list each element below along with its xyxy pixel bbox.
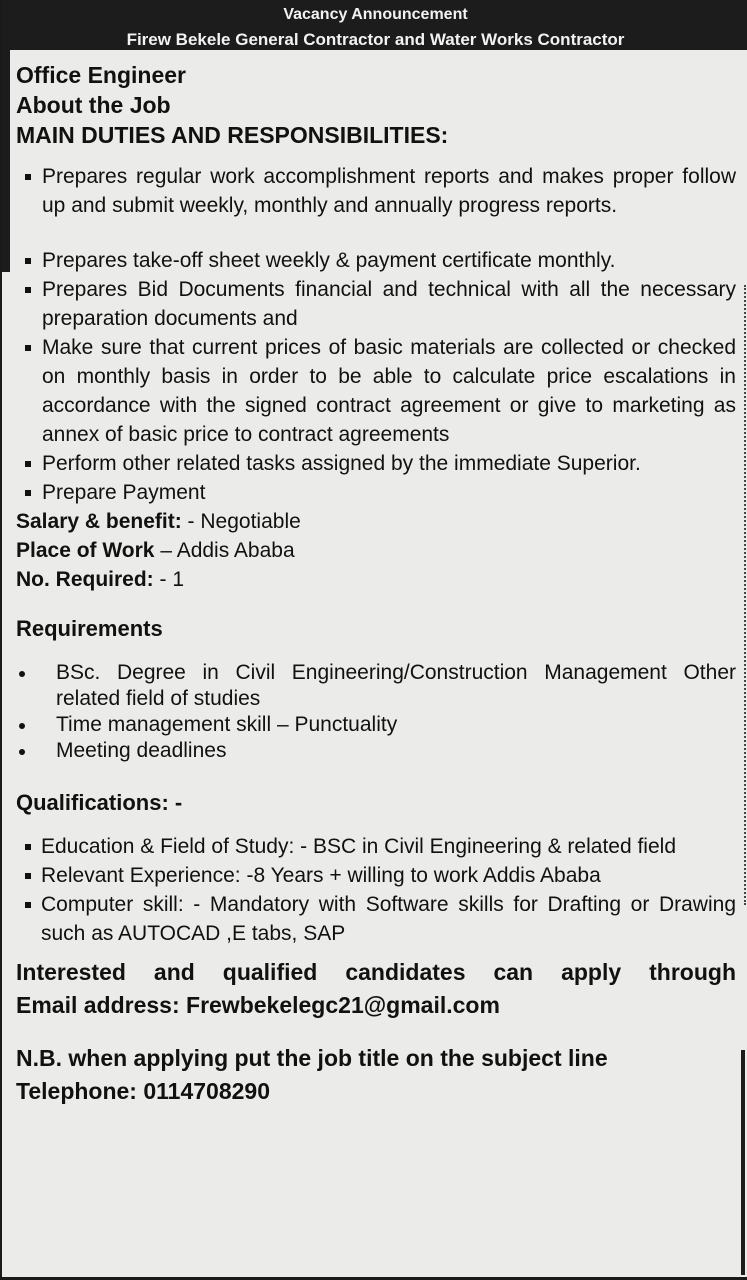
announcement-header <box>2 0 747 50</box>
salary-label: Salary & benefit: <box>16 510 182 533</box>
apply-block <box>16 956 736 1108</box>
company-name: Firew Bekele General Contractor and Water Works Contractor <box>126 30 625 49</box>
announcement-body <box>16 60 736 1108</box>
right-edge-bar <box>741 1050 745 1275</box>
right-dotted-border <box>744 285 746 905</box>
qualification-item: Education & Field of Study: - BSC in Civil Engineering & related field <box>16 832 736 861</box>
place-label: Place of Work <box>16 539 155 562</box>
qualification-item: Relevant Experience: -8 Years + willing to work Addis Ababa <box>16 861 736 890</box>
qualifications-heading: Qualifications: - <box>16 790 183 815</box>
requirements-list <box>16 660 736 764</box>
salary-value: - Negotiable <box>181 510 301 533</box>
place-value: – Addis Ababa <box>154 539 295 562</box>
duty-item: Prepare Payment <box>16 478 736 507</box>
email-line[interactable]: Email address: Frewbekelegc21@gmail.com <box>16 992 500 1018</box>
requirements-heading: Requirements <box>16 616 163 641</box>
qualifications-list <box>16 832 736 948</box>
apply-instruction: Interested and qualified candidates can apply through <box>16 959 736 985</box>
salary-line <box>16 507 736 536</box>
job-title: Office Engineer <box>16 62 186 88</box>
required-value: - 1 <box>153 568 185 591</box>
duty-item: Prepares take-off sheet weekly & payment certificate monthly. <box>16 246 736 275</box>
duty-item: Prepares Bid Documents financial and technical with all the necessary preparation documents and <box>16 275 736 333</box>
qualification-item: Computer skill: - Mandatory with Software skills for Drafting or Drawing such as AUTOCAD ,E tabs, SAP <box>16 890 736 948</box>
requirement-item: BSc. Degree in Civil Engineering/Construction Management Other related field of studies <box>16 660 736 712</box>
duty-item: Make sure that current prices of basic materials are collected or checked on monthly basis in order to be able to calculate price escalations in accordance with the signed contract agreement or give to marketing as annex of basic price to contract agreements <box>16 333 736 449</box>
telephone-line[interactable]: Telephone: 0114708290 <box>16 1078 270 1104</box>
about-heading: About the Job <box>16 92 171 118</box>
nb-line: N.B. when applying put the job title on the subject line <box>16 1045 608 1071</box>
requirement-item: Time management skill – Punctuality <box>16 712 736 738</box>
requirement-item: Meeting deadlines <box>16 738 736 764</box>
duties-list <box>16 162 736 507</box>
left-edge-bar <box>2 50 10 272</box>
required-label: No. Required: <box>16 568 154 591</box>
place-line <box>16 536 736 565</box>
duty-item: Prepares regular work accomplishment reports and makes proper follow up and submit weekly, monthly and annually progress reports. <box>16 162 736 220</box>
required-line <box>16 565 736 594</box>
duty-item: Perform other related tasks assigned by the immediate Superior. <box>16 449 736 478</box>
job-title-block <box>16 60 736 150</box>
header-title: Vacancy Announcement <box>283 6 468 23</box>
duties-heading: MAIN DUTIES AND RESPONSIBILITIES: <box>16 122 449 148</box>
